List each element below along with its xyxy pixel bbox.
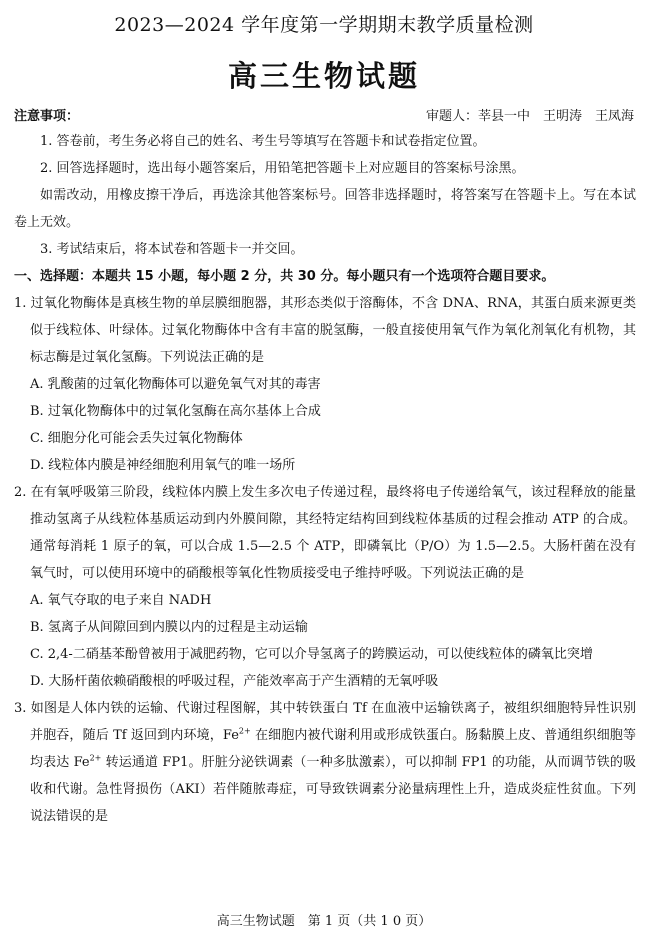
- question-1-option-c: C. 细胞分化可能会丢失过氧化物酶体: [30, 431, 243, 446]
- page-footer: 高三生物试题 第 1 页（共 1 0 页）: [216, 914, 432, 929]
- question-3-stem: [14, 695, 636, 830]
- notice-row: [14, 105, 634, 125]
- notice-item-2: 2. 回答选择题时，选出每小题答案后，用铅笔把答题卡上对应题目的答案标号涂黑。: [40, 161, 525, 176]
- question-1-option-d: D. 线粒体内膜是神经细胞利用氧气的唯一场所: [30, 458, 296, 473]
- superscript: 2+: [238, 726, 251, 736]
- question-2-stem: 2. 在有氧呼吸第三阶段，线粒体内膜上发生多次电子传递过程，最终将电子传递给氧气，该过程释放的能量推动氢离子从线粒体基质运动到内外膜间隙，其经特定结构回到线粒体基质的过程会推动 ATP 的合成。通常每消耗 1 原子的氧，可以合成 1.5—2.5 个 ATP，即磷氧比（P/O）为 1.5—2.5。大肠杆菌在没有氧气时，可以使用环境中的硝酸根等氧化性物质接受电子维持呼吸。下列说法正确的是: [14, 485, 636, 581]
- question-2-option-d: D. 大肠杆菌依赖硝酸根的呼吸过程，产能效率高于产生酒精的无氧呼吸: [30, 674, 439, 689]
- question-2-option-c: C. 2,4-二硝基苯酚曾被用于减肥药物，它可以介导氢离子的跨膜运动，可以使线粒体的磷氧比突增: [30, 647, 593, 662]
- notice-item-3: 3. 考试结束后，将本试卷和答题卡一并交回。: [40, 242, 304, 257]
- question-2-option-b: B. 氢离子从间隙回到内膜以内的过程是主动运输: [30, 620, 308, 635]
- question-1-option-b: B. 过氧化物酶体中的过氧化氢酶在高尔基体上合成: [30, 404, 321, 419]
- notice-label: 注意事项：: [14, 109, 80, 124]
- superscript: 2+: [89, 753, 102, 763]
- notice-item-1: 1. 答卷前，考生务必将自己的姓名、考生号等填写在答题卡和试卷指定位置。: [40, 134, 486, 149]
- section-heading: 一、选择题：本题共 15 小题，每小题 2 分，共 30 分。每小题只有一个选项符合题目要求。: [14, 269, 555, 284]
- reviewers: 审题人：莘县一中 王明涛 王凤海: [425, 109, 634, 124]
- question-3-stem-part-1: 3. 如图是人体内铁的运输、代谢过程图解，其中转铁蛋白 Tf 在血液中运输铁离子，被组织细胞特异性识别并胞吞，随后 Tf 返回到内环境，Fe: [14, 701, 636, 743]
- subject-title: 高三生物试题: [227, 59, 420, 93]
- notice-item-2-cont: 如需改动，用橡皮擦干净后，再选涂其他答案标号。回答非选择题时，将答案写在答题卡上。写在本试卷上无效。: [14, 188, 636, 230]
- exam-title: 2023—2024 学年度第一学期期末教学质量检测: [114, 14, 534, 36]
- question-1-stem: 1. 过氧化物酶体是真核生物的单层膜细胞器，其形态类似于溶酶体，不含 DNA、RNA，其蛋白质来源更类似于线粒体、叶绿体。过氧化物酶体中含有丰富的脱氢酶，一般直接使用氧气作为氧化剂氧化有机物，其标志酶是过氧化氢酶。下列说法正确的是: [14, 296, 636, 365]
- question-3-stem-part-3: 转运通道 FP1。肝脏分泌铁调素（一种多肽激素），可以抑制 FP1 的功能，从而调节铁的吸收和代谢。急性肾损伤（AKI）若伴随脓毒症，可导致铁调素分泌量病理性上升，造成炎症性贫血。下列说法错误的是: [30, 755, 636, 824]
- question-1-option-a: A. 乳酸菌的过氧化物酶体可以避免氧气对其的毒害: [30, 377, 321, 392]
- question-3-stem-part-2: 在细胞内被代谢利用或形成铁蛋白。肠黏膜上皮、普通组织细胞等均表达 Fe: [30, 728, 636, 770]
- content: [14, 128, 636, 830]
- question-2-option-a: A. 氧气夺取的电子来自 NADH: [30, 593, 212, 608]
